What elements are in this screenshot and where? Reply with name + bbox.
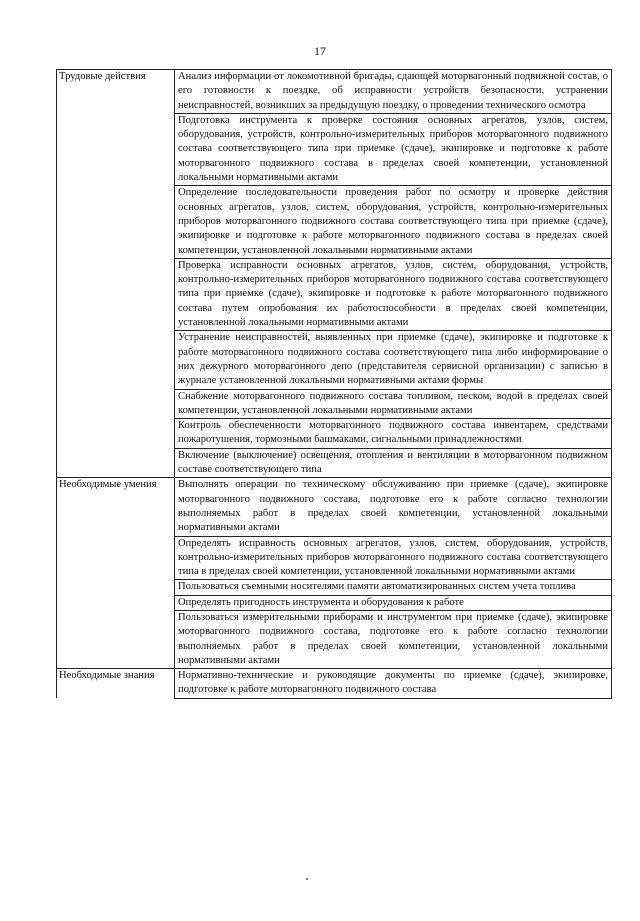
empty-label-cell bbox=[57, 389, 175, 419]
table-row bbox=[57, 389, 612, 419]
table-row bbox=[57, 669, 612, 699]
section-label-required-skills: Необходимые умения bbox=[57, 478, 175, 536]
table-row bbox=[57, 419, 612, 449]
table-cell: Подготовка инструмента к проверке состояния основных агрегатов, узлов, систем, оборудования, устройств, контрольно-измерительных приборов моторвагонного подвижного состава соответствующего типа при приемке (сдаче), экипировке и подготовке к работе моторвагонного подвижного состава в пределах своей компетенции, установленной локальными нормативными актами bbox=[175, 113, 612, 185]
table-row bbox=[57, 258, 612, 330]
table-cell: Включение (выключение) освещения, отопления и вентиляции в моторвагонном подвижном составе соответствующего типа bbox=[175, 448, 612, 478]
empty-label-cell bbox=[57, 536, 175, 580]
table-cell: Пользоваться измерительными приборами и инструментом при приемке (сдаче), экипировке моторвагонного подвижного состава, подготовке его к работе согласно технологии выполняемых работ в пределах своей компетенции, установленной локальными нормативными актами bbox=[175, 610, 612, 668]
table-row bbox=[57, 448, 612, 478]
empty-label-cell bbox=[57, 580, 175, 595]
table-cell: Пользоваться съемными носителями памяти автоматизированных систем учета топлива bbox=[175, 580, 612, 595]
table-row bbox=[57, 595, 612, 610]
table-row bbox=[57, 70, 612, 114]
empty-label-cell bbox=[57, 448, 175, 478]
table-cell: Определять пригодность инструмента и оборудования к работе bbox=[175, 595, 612, 610]
table-row bbox=[57, 580, 612, 595]
table-cell: Определять исправность основных агрегатов, узлов, систем, оборудования, устройств, контрольно-измерительных приборов моторвагонного подвижного состава соответствующего типа в пределах своей компетенции, установленной локальными нормативными актами bbox=[175, 536, 612, 580]
table-cell: Проверка исправности основных агрегатов, узлов, систем, оборудования, устройств, контрольно-измерительных приборов моторвагонного подвижного состава соответствующего типа при приемке (сдаче), экипировке и подготовке к работе моторвагонного подвижного состава путем опробования их работоспособности в пределах своей компетенции, установленной локальными нормативными актами bbox=[175, 258, 612, 330]
table-row bbox=[57, 478, 612, 536]
section-label-required-knowledge: Необходимые знания bbox=[57, 669, 175, 699]
empty-label-cell bbox=[57, 186, 175, 258]
empty-label-cell bbox=[57, 258, 175, 330]
table-cell: Нормативно-технические и руководящие документы по приемке (сдаче), экипировке, подготовке к работе моторвагонного подвижного состава bbox=[175, 669, 612, 699]
table-cell: Анализ информации от локомотивной бригады, сдающей моторвагонный подвижной состав, о его готовности к поездке, об исправности устройств безопасности, устранении неисправностей, возникших за предыдущую поездку, о проведении технического осмотра bbox=[175, 70, 612, 114]
competency-table bbox=[56, 69, 612, 699]
empty-label-cell bbox=[57, 595, 175, 610]
empty-label-cell bbox=[57, 419, 175, 449]
empty-label-cell bbox=[57, 610, 175, 668]
table-cell: Устранение неисправностей, выявленных при приемке (сдаче), экипировке и подготовке к работе моторвагонного подвижного состава соответствующего типа либо информирование о них дежурного моторвагонного депо (представителя сервисной организации) с записью в журнале установленной локальными нормативными актами формы bbox=[175, 331, 612, 389]
table-cell: Выполнять операции по техническому обслуживанию при приемке (сдаче), экипировке моторвагонного подвижного состава, подготовке его к работе согласно технологии выполняемых работ в пределах своей компетенции, установленной локальными нормативными актами bbox=[175, 478, 612, 536]
table-row bbox=[57, 113, 612, 185]
table-row bbox=[57, 331, 612, 389]
table-cell: Контроль обеспеченности моторвагонного подвижного состава инвентарем, средствами пожаротушения, тормозными башмаками, сигнальными принадлежностями bbox=[175, 419, 612, 449]
table-row bbox=[57, 610, 612, 668]
page-number: 17 bbox=[314, 44, 326, 58]
scan-artifact-dot bbox=[306, 878, 308, 880]
table-cell: Снабжение моторвагонного подвижного состава топливом, песком, водой в пределах своей компетенции, установленной локальными нормативными актами bbox=[175, 389, 612, 419]
empty-label-cell bbox=[57, 113, 175, 185]
table-row bbox=[57, 536, 612, 580]
section-label-labor-actions: Трудовые действия bbox=[57, 70, 175, 114]
table-row bbox=[57, 186, 612, 258]
table-cell: Определение последовательности проведения работ по осмотру и проверке действия основных агрегатов, узлов, систем, оборудования, устройств, контрольно-измерительных приборов моторвагонного подвижного состава соответствующего типа при приемке (сдаче), экипировке и подготовке к работе моторвагонного подвижного состава в пределах своей компетенции, установленной локальными нормативными актами bbox=[175, 186, 612, 258]
empty-label-cell bbox=[57, 331, 175, 389]
